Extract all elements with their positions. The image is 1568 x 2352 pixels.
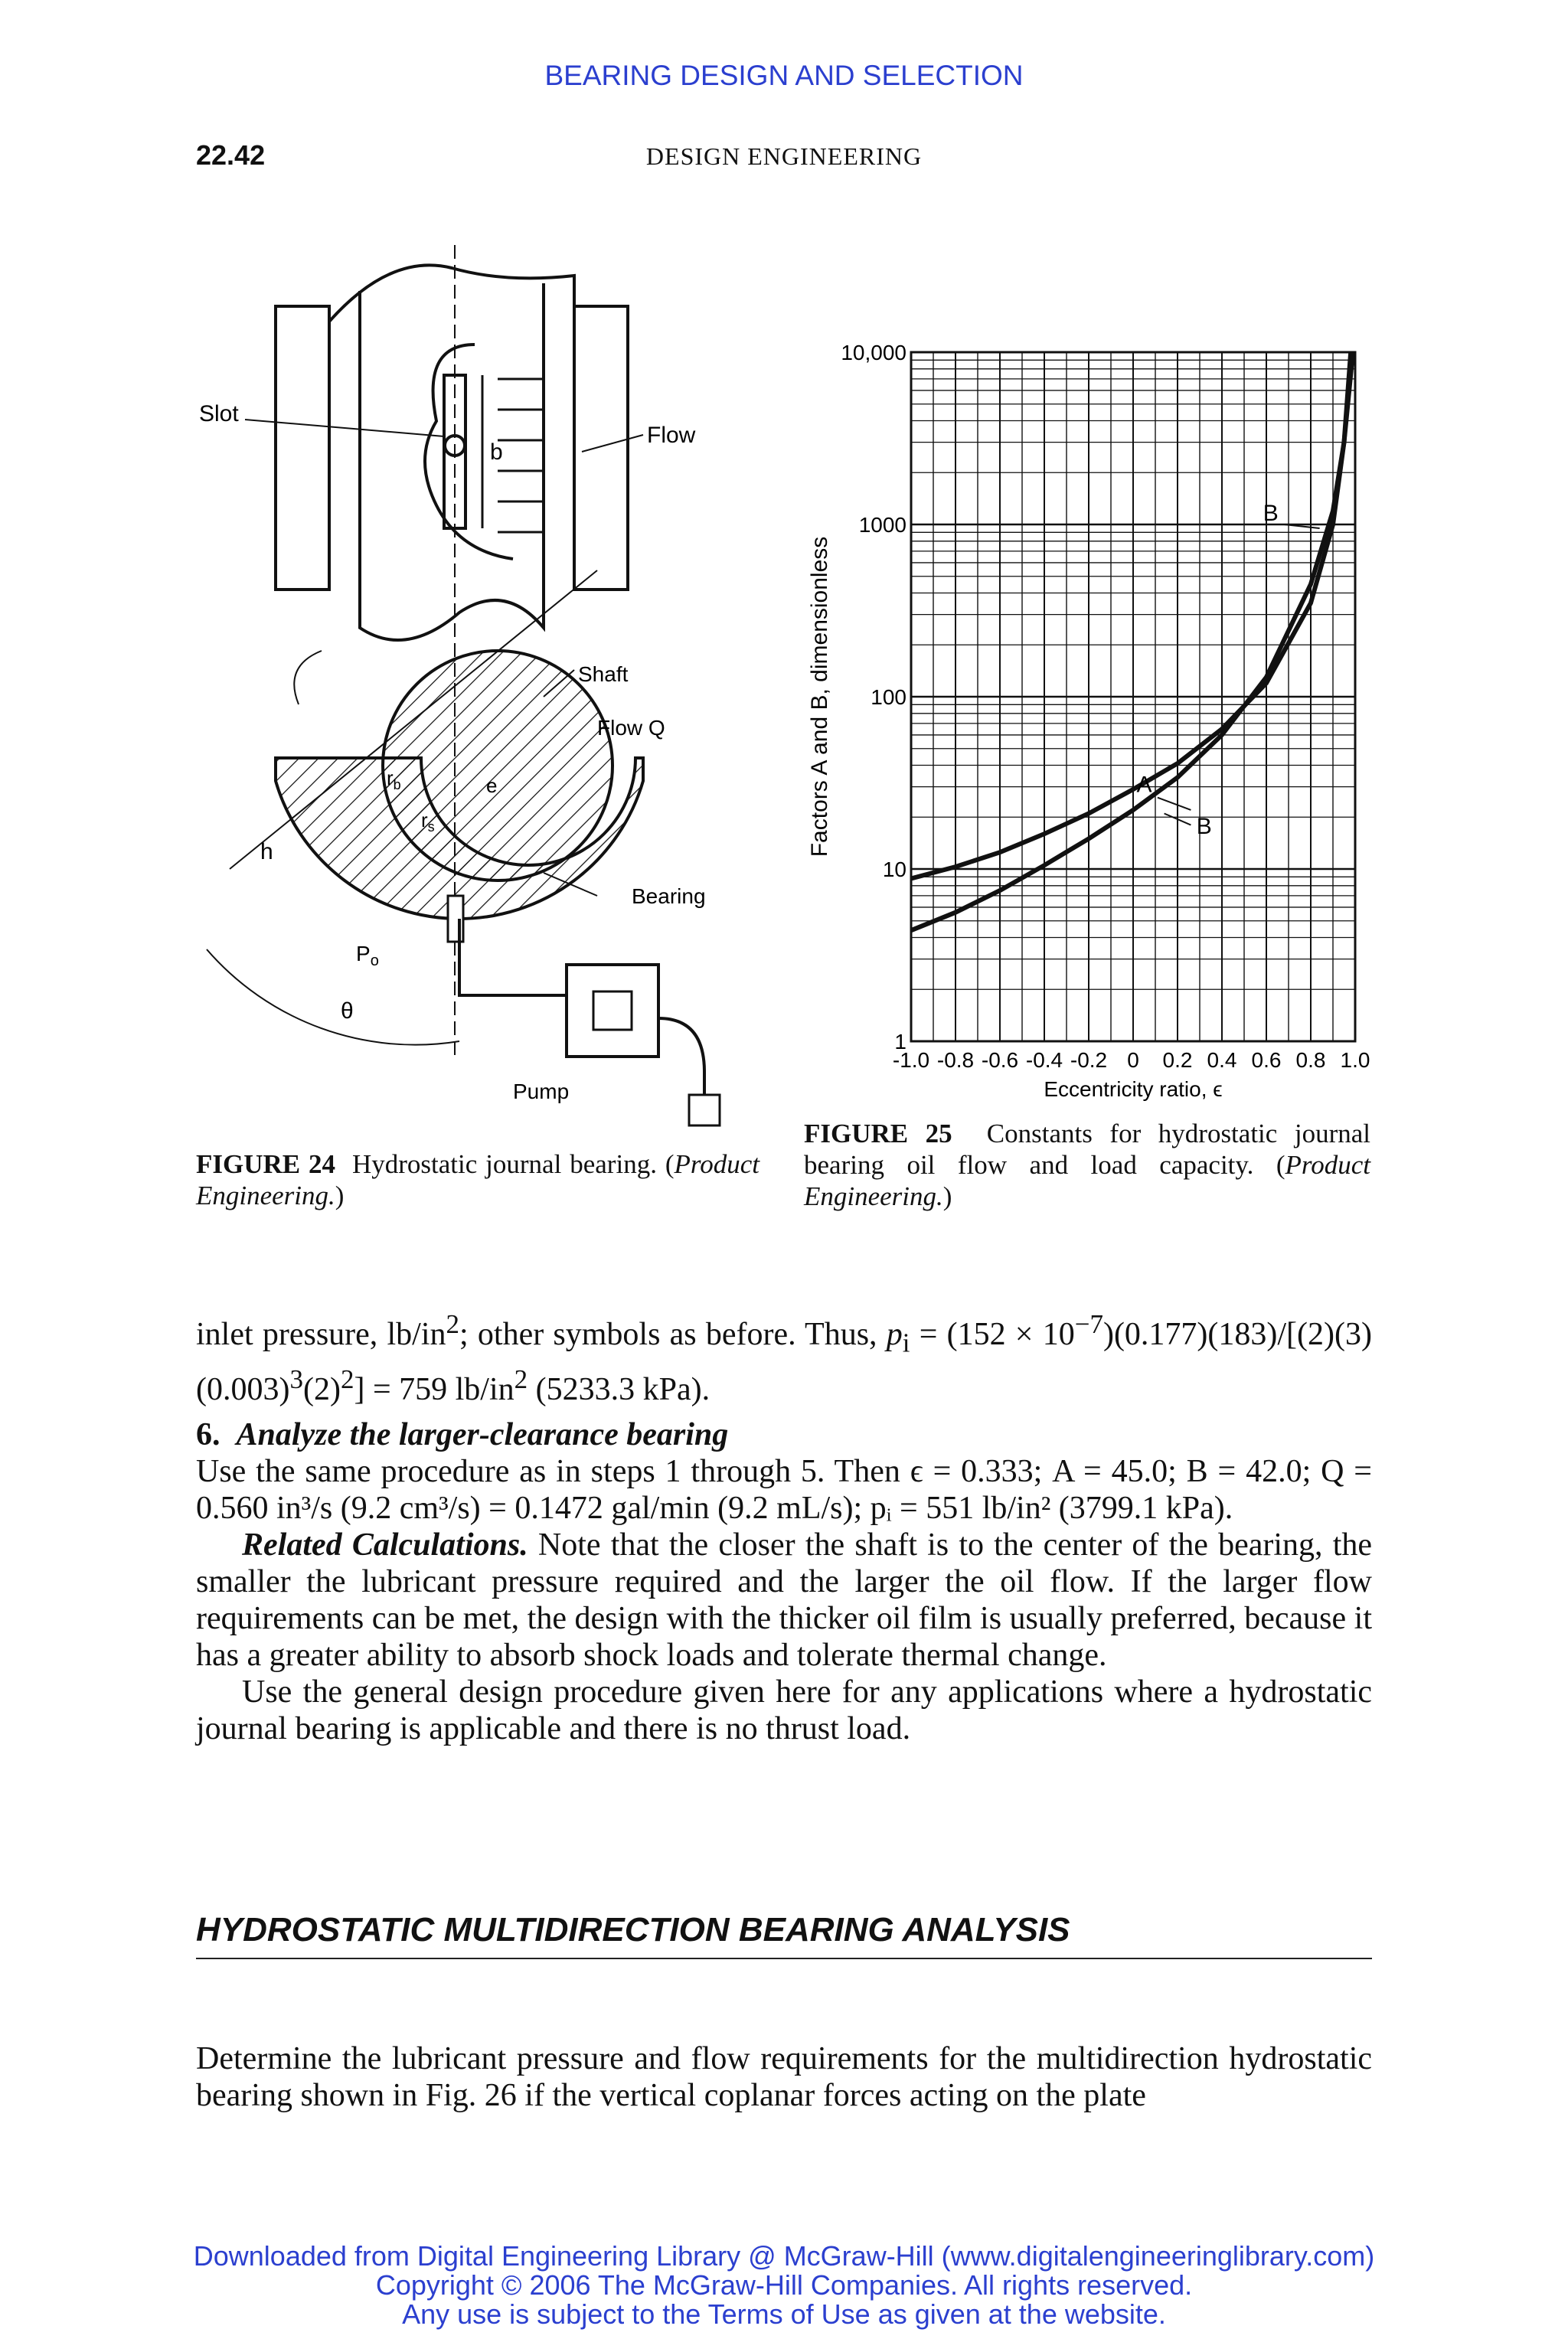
step-6 (196, 1416, 1372, 1747)
x-axis-label: Eccentricity ratio, ϵ (1044, 1077, 1223, 1101)
footer-line-2: Copyright © 2006 The McGraw-Hill Companies. All rights reserved. (375, 2269, 1193, 2301)
label-bearing: Bearing (632, 884, 706, 908)
y-axis-label: Factors A and B, dimensionless (807, 536, 832, 858)
annotation-b-lower: B (1196, 814, 1212, 840)
footer-line-1: Downloaded from Digital Engineering Library @ McGraw-Hill (www.digitalengineeringlibrary.com) (193, 2240, 1375, 2272)
figure-25-label: FIGURE 25 (804, 1119, 952, 1148)
figure-24-diagram (184, 230, 781, 1148)
label-po: $P_o$ (356, 942, 379, 969)
x-tick-label: 0 (1127, 1048, 1139, 1072)
figure-25-title: Constants for hydrostatic journal bearing oil flow and load capacity. (804, 1119, 1370, 1180)
label-theta: θ (341, 998, 354, 1024)
label-flow-q: Flow Q (597, 716, 665, 740)
x-tick-label: -0.2 (1070, 1048, 1108, 1072)
section-head: DESIGN ENGINEERING (645, 142, 923, 170)
annotation-a-arrow (1158, 798, 1191, 810)
label-b: b (490, 439, 503, 465)
annotation-b-upper: B (1263, 501, 1279, 527)
x-tick-label: 0.2 (1162, 1048, 1193, 1072)
y-tick-label: 1 (894, 1030, 906, 1054)
label-shaft: Shaft (578, 662, 629, 686)
figure-24-title: Hydrostatic journal bearing. (351, 1149, 657, 1179)
footer (0, 2242, 1568, 2329)
step-6-heading: 6. Analyze the larger-clearance bearing (196, 1417, 729, 1452)
label-pump: Pump (513, 1080, 570, 1103)
related-calculations: Related Calculations. Note that the closer the shaft is to the center of the bearing, the smaller the lubricant pressure required and the larger the oil flow. If the larger flow requirements can be met, the design with the thicker oil film is usually preferred, because it has a greater ability to absorb shock loads and tolerate thermal change. (196, 1527, 1372, 1673)
figure-25-caption: FIGURE 25 Constants for hydrostatic journal bearing oil flow and load capacity. (Product Engineering.) (804, 1119, 1370, 1211)
paragraph-general-procedure: Use the general design procedure given here for any applications where a hydrostatic journal bearing is applicable and there is no thrust load. (196, 1674, 1372, 1746)
figure-24-label: FIGURE 24 (196, 1149, 336, 1179)
y-tick-label: 10,000 (841, 341, 906, 364)
y-tick-label: 10 (882, 858, 906, 881)
label-e: e (486, 774, 498, 797)
figure-25-chart (796, 329, 1378, 1110)
label-flow: Flow (647, 423, 696, 448)
paragraph-section-intro: Determine the lubricant pressure and flow requirements for the multidirection hydrostatic bearing shown in Fig. 26 if the vertical coplanar forces acting on the plate (196, 2041, 1372, 2113)
running-head: BEARING DESIGN AND SELECTION (544, 60, 1024, 91)
x-tick-label: -0.8 (936, 1048, 975, 1072)
x-tick-label: 0.4 (1207, 1048, 1237, 1072)
label-rb: $r_b$ (387, 766, 401, 792)
figure-25-source: Product Engineering. (804, 1150, 1370, 1211)
x-tick-label: -1.0 (892, 1048, 930, 1072)
step-6-text: Use the same procedure as in steps 1 through 5. Then ϵ = 0.333; A = 45.0; B = 42.0; Q = 0.560 in³/s (9.2 cm³/s) = 0.1472 gal/min (9.2 mL/s); pᵢ = 551 lb/in² (3799.1 kPa). (196, 1454, 1372, 1526)
journal-side-view (276, 265, 628, 640)
annotation-a: A (1136, 772, 1152, 798)
x-tick-label: -0.6 (981, 1048, 1019, 1072)
y-tick-label: 100 (871, 685, 906, 709)
x-tick-label: -0.4 (1025, 1048, 1063, 1072)
y-tick-label: 1000 (858, 513, 906, 537)
page-number: 22.42 (196, 139, 266, 171)
figure-24-caption: FIGURE 24 Hydrostatic journal bearing. (Product Engineering.) (196, 1149, 760, 1210)
footer-line-3: Any use is subject to the Terms of Use as given at the website. (402, 2298, 1166, 2330)
x-tick-label: 1.0 (1340, 1048, 1370, 1072)
figure-24-source: Product Engineering. (196, 1149, 760, 1210)
paragraph-inlet-pressure: inlet pressure, $lb/in^2$; other symbols as before. Thus, $p_i = (152 \times 10^{-7})(0.177)(183)/[(2)(3)(0.003)^3(2)^2] = 759$ $lb/in^2$ (5233.3 kPa). (196, 1309, 1372, 1408)
section-title: HYDROSTATIC MULTIDIRECTION BEARING ANALYSIS (196, 1910, 1372, 1959)
x-tick-label: 0.6 (1251, 1048, 1282, 1072)
series-line-A (911, 352, 1351, 879)
label-rs: $r_s$ (421, 808, 435, 835)
x-tick-label: 0.8 (1295, 1048, 1326, 1072)
label-slot: Slot (199, 401, 239, 426)
label-h: h (260, 839, 273, 864)
